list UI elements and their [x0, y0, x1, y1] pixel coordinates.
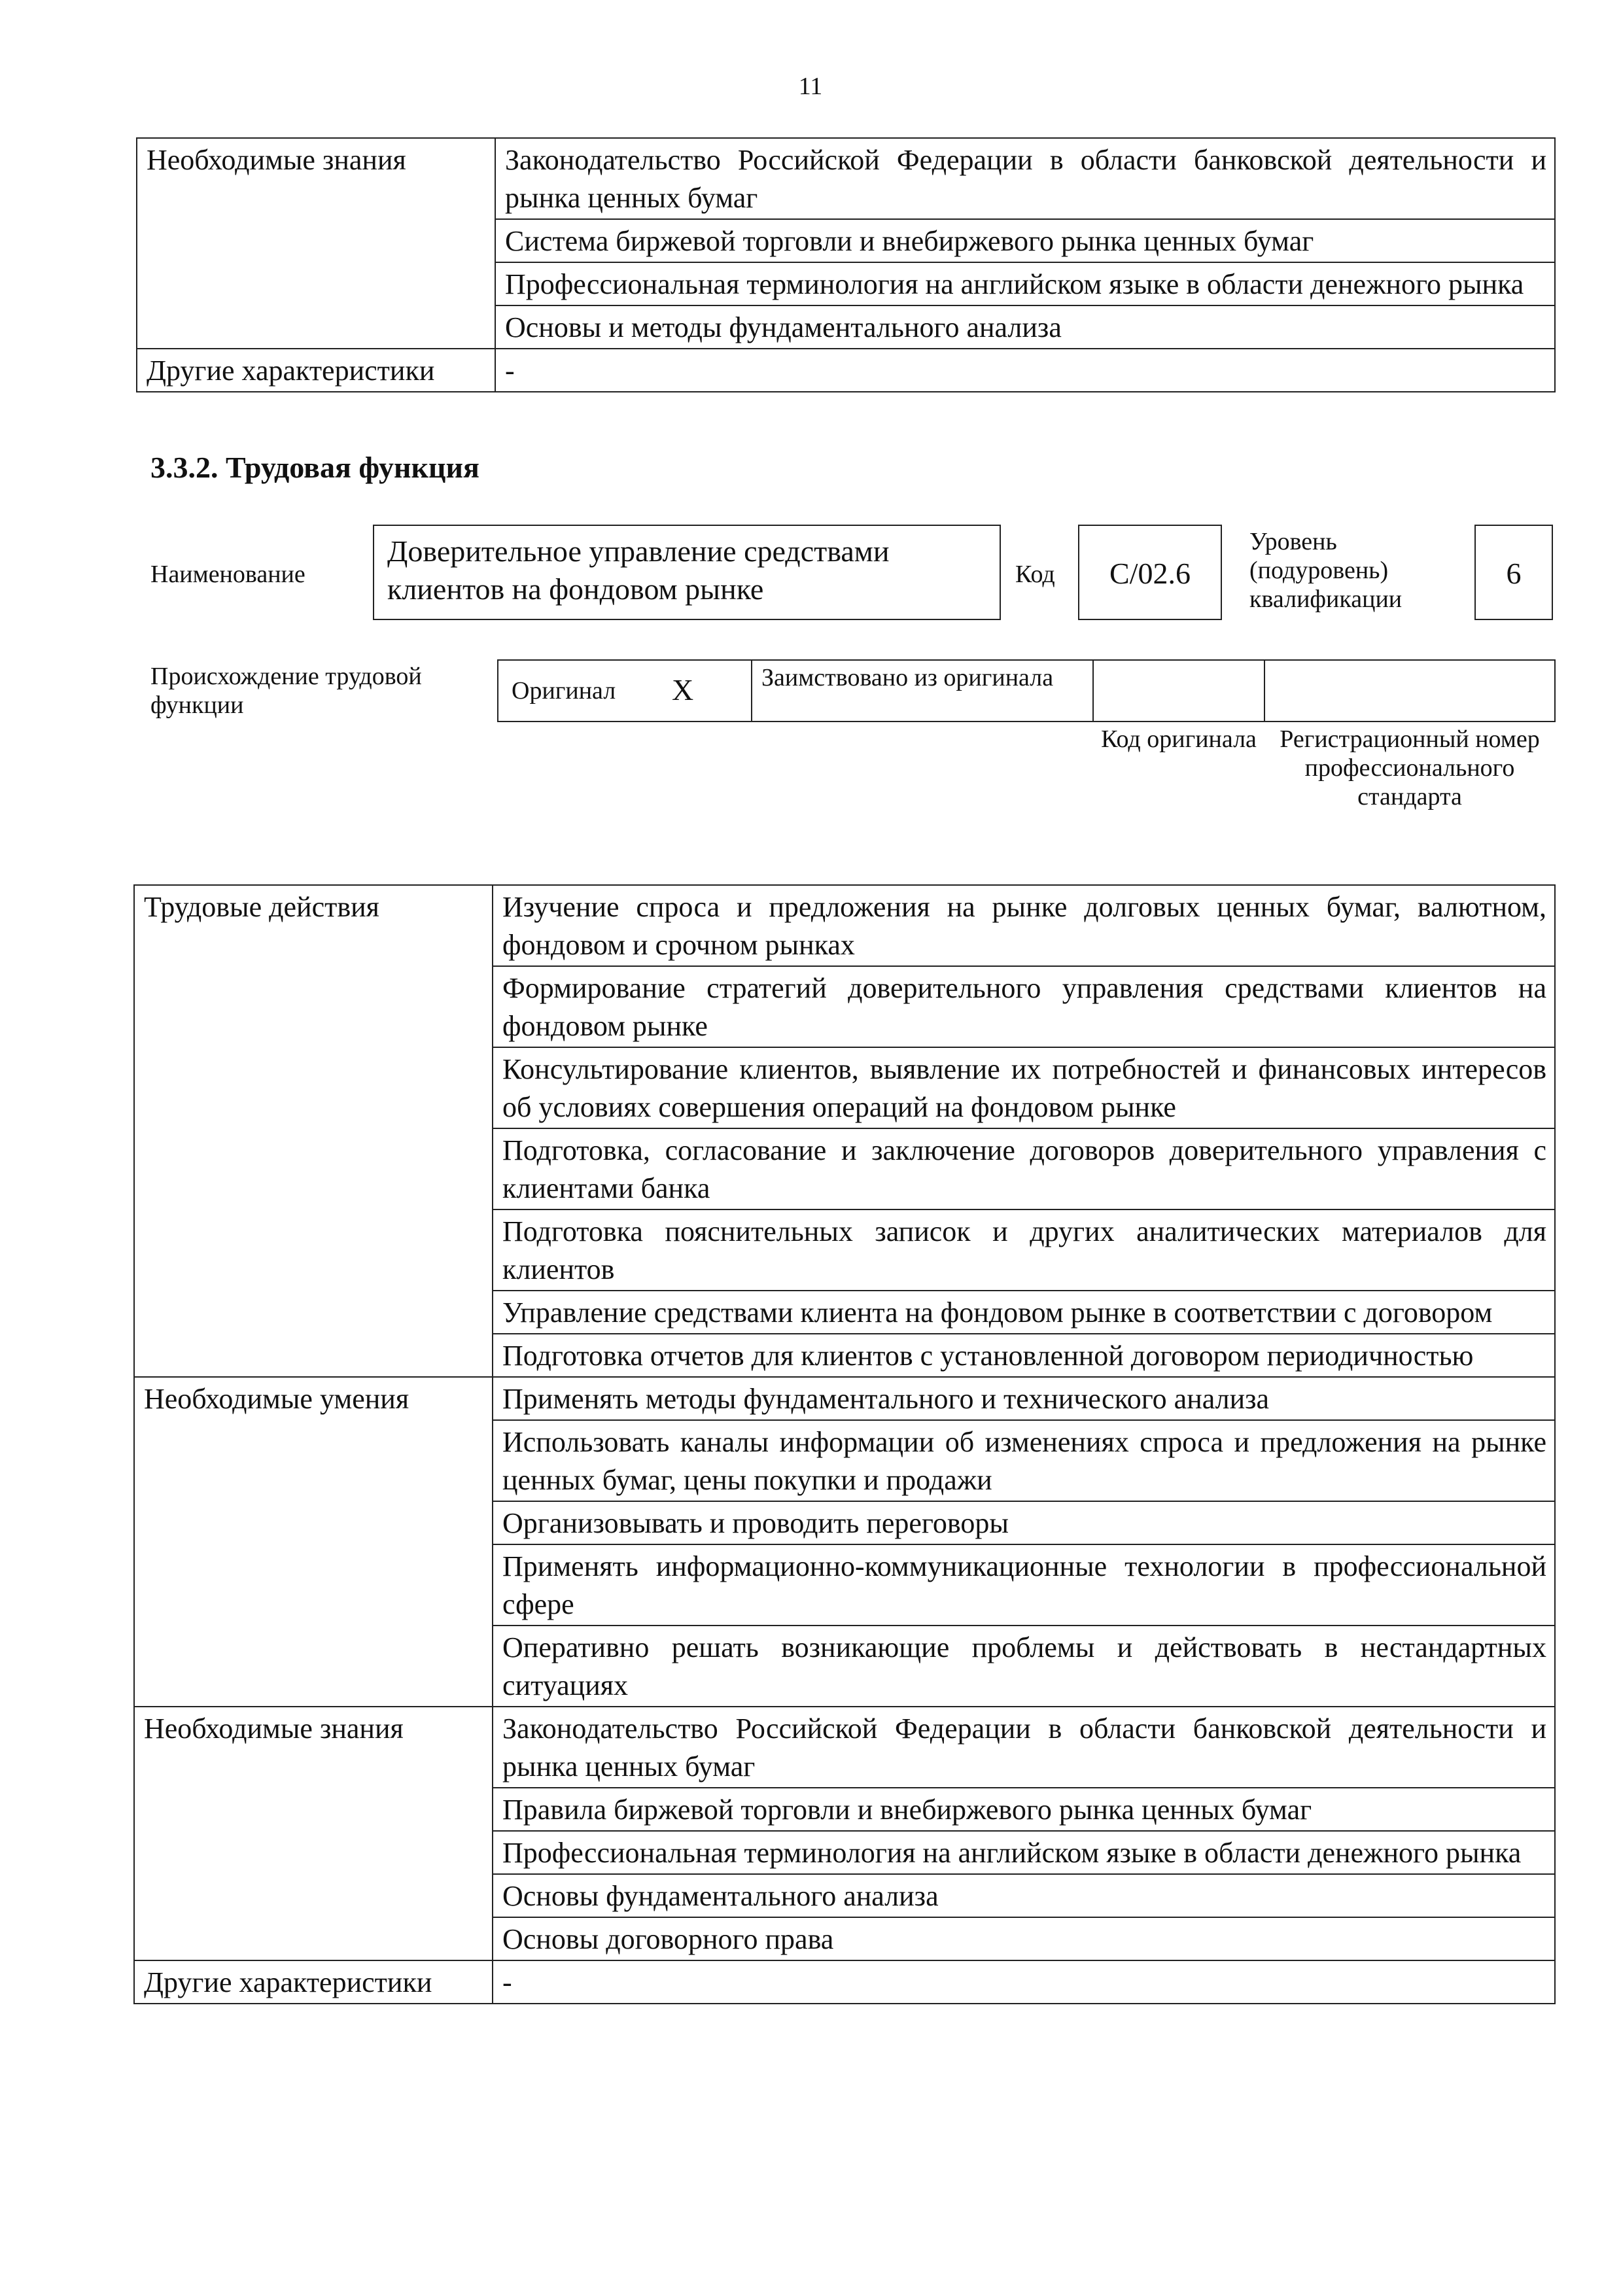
table-row: [134, 1377, 1555, 1420]
code-original-cell: [1092, 659, 1265, 722]
labor-function-table: [133, 884, 1556, 2004]
level-label: Уровень (подуровень) квалификации: [1249, 528, 1403, 613]
code-label: Код: [1015, 561, 1055, 588]
reg-number-caption: Регистрационный номер профессионального стандарта: [1280, 725, 1540, 810]
original-cell: [497, 659, 752, 722]
table-cell: Применять информационно-коммуникационные технологии в профессиональной сфере: [493, 1544, 1555, 1626]
borrowed-cell: [751, 659, 1094, 722]
section-title: 3.3.2. Трудовая функция: [150, 451, 479, 484]
top-knowledge-table: [136, 137, 1556, 392]
code-value: C/02.6: [1109, 557, 1191, 590]
table-cell: Правила биржевой торговли и внебиржевого рынка ценных бумаг: [493, 1788, 1555, 1831]
table-row: [134, 885, 1555, 966]
table-cell: Применять методы фундаментального и технического анализа: [493, 1377, 1555, 1420]
table-cell: Консультирование клиентов, выявление их потребностей и финансовых интересов об условиях совершения операций на фондовом рынке: [493, 1047, 1555, 1128]
table-cell: Основы фундаментального анализа: [493, 1874, 1555, 1917]
table-cell: Система биржевой торговли и внебиржевого рынка ценных бумаг: [495, 219, 1555, 262]
table-cell: Основы и методы фундаментального анализа: [495, 305, 1555, 349]
original-label: Оригинал: [512, 677, 616, 704]
table-cell: Профессиональная терминология на английском языке в области денежного рынка: [493, 1831, 1555, 1874]
table-cell: Управление средствами клиента на фондовом рынке в соответствии с договором: [493, 1291, 1555, 1334]
name-label: Наименование: [150, 561, 305, 588]
table-cell: Профессиональная терминология на английском языке в области денежного рынка: [495, 262, 1555, 305]
table-row: [134, 1960, 1555, 2004]
level-value: 6: [1506, 557, 1522, 590]
code-original-caption: Код оригинала: [1101, 725, 1257, 753]
table-row: [137, 349, 1555, 392]
table-cell: Подготовка, согласование и заключение договоров доверительного управления с клиентами банка: [493, 1128, 1555, 1209]
table-cell: Законодательство Российской Федерации в области банковской деятельности и рынка ценных бумаг: [495, 138, 1555, 219]
row-group-label: Необходимые умения: [134, 1377, 493, 1707]
row-group-label: Другие характеристики: [137, 349, 495, 392]
row-group-label: Необходимые знания: [134, 1707, 493, 1960]
row-group-label: Необходимые знания: [137, 138, 495, 349]
table-cell: Оперативно решать возникающие проблемы и действовать в нестандартных ситуациях: [493, 1626, 1555, 1707]
table-cell: Основы договорного права: [493, 1917, 1555, 1960]
table-row: [137, 138, 1555, 219]
table-cell: Законодательство Российской Федерации в области банковской деятельности и рынка ценных бумаг: [493, 1707, 1555, 1788]
origin-label: Происхождение трудовой функции: [150, 663, 422, 719]
borrowed-label: Заимствовано из оригинала: [761, 664, 1054, 691]
level-box: [1474, 525, 1553, 620]
table-row: [134, 1707, 1555, 1788]
page-number: 11: [798, 73, 823, 100]
table-cell: Подготовка пояснительных записок и других аналитических материалов для клиентов: [493, 1209, 1555, 1291]
function-name-value: Доверительное управление средствами клиентов на фондовом рынке: [387, 534, 890, 606]
row-group-label: Другие характеристики: [134, 1960, 493, 2004]
table-cell: Изучение спроса и предложения на рынке долговых ценных бумаг, валютном, фондовом и срочном рынках: [493, 885, 1555, 966]
function-name-box: [373, 525, 1001, 620]
code-box: [1078, 525, 1222, 620]
table-cell: -: [493, 1960, 1555, 2004]
row-group-label: Трудовые действия: [134, 885, 493, 1377]
reg-number-cell: [1264, 659, 1556, 722]
table-cell: Использовать каналы информации об изменениях спроса и предложения на рынке ценных бумаг, цены покупки и продажи: [493, 1420, 1555, 1501]
table-cell: Формирование стратегий доверительного управления средствами клиентов на фондовом рынке: [493, 966, 1555, 1047]
original-mark: X: [672, 673, 694, 706]
table-cell: -: [495, 349, 1555, 392]
table-cell: Подготовка отчетов для клиентов с установленной договором периодичностью: [493, 1334, 1555, 1377]
table-cell: Организовывать и проводить переговоры: [493, 1501, 1555, 1544]
